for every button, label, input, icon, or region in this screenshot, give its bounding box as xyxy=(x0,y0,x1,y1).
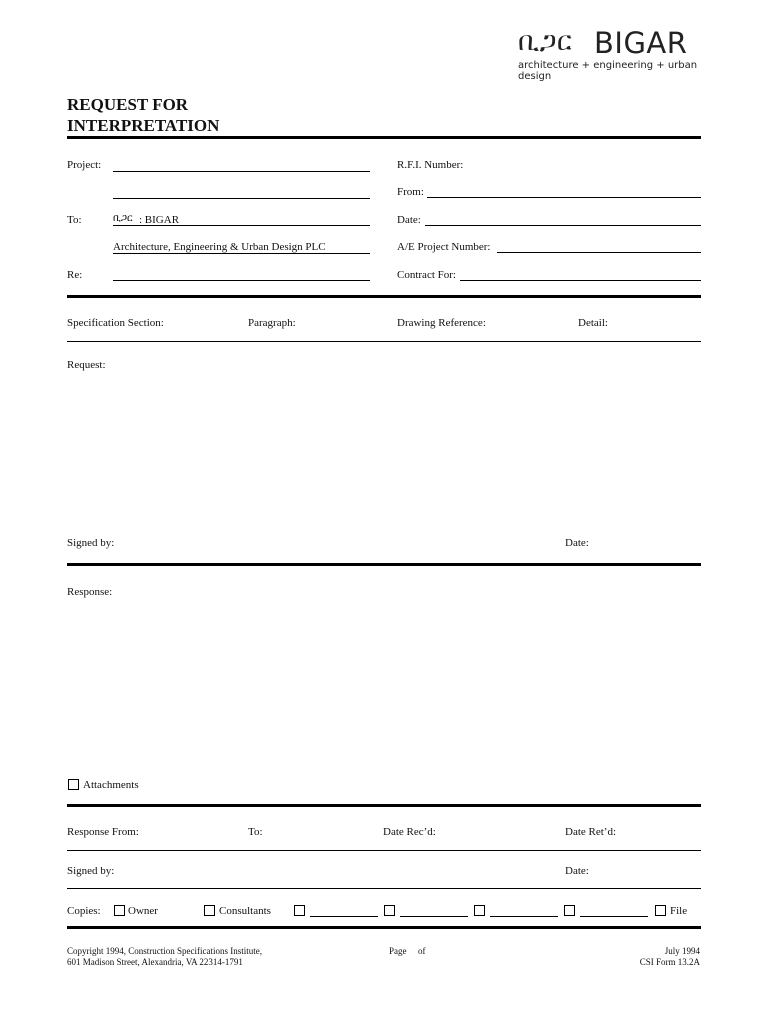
file-label: File xyxy=(670,905,688,917)
copies-label: Copies: xyxy=(67,905,101,917)
project-field-line2[interactable] xyxy=(113,198,370,199)
re-label: Re: xyxy=(67,269,83,281)
ae-project-number-label: A/E Project Number: xyxy=(397,241,491,253)
date-field-line[interactable] xyxy=(425,225,701,226)
logo-glyph: ቢጋር xyxy=(518,26,573,57)
owner-label: Owner xyxy=(128,905,158,917)
attachments-label: Attachments xyxy=(83,779,139,791)
footer-copyright xyxy=(67,946,262,968)
company-logo xyxy=(518,26,721,82)
copy-other-checkbox-3[interactable] xyxy=(474,905,485,916)
attachments-checkbox[interactable] xyxy=(68,779,79,790)
request-text-area[interactable] xyxy=(67,375,701,530)
date-label: Date: xyxy=(397,214,421,226)
form-title-line1: REQUEST FOR xyxy=(67,95,189,114)
date-recd-label: Date Rec’d: xyxy=(383,826,436,838)
re-field-line[interactable] xyxy=(113,280,370,281)
to-field-line1[interactable] xyxy=(113,225,370,226)
project-label: Project: xyxy=(67,159,102,171)
response-to-label: To: xyxy=(248,826,263,838)
project-field-line1[interactable] xyxy=(113,171,370,172)
copy-other-line-1[interactable] xyxy=(310,916,378,917)
copy-other-line-3[interactable] xyxy=(490,916,558,917)
to-value-name: : BIGAR xyxy=(139,214,180,226)
rfi-number-label: R.F.I. Number: xyxy=(397,159,464,171)
footer-copyright-line2: 601 Madison Street, Alexandria, VA 22314-1791 xyxy=(67,957,243,967)
response-date-label: Date: xyxy=(565,865,589,877)
paragraph-label: Paragraph: xyxy=(248,317,296,329)
drawing-reference-label: Drawing Reference: xyxy=(397,317,486,329)
logo-brand-name: BIGAR xyxy=(594,26,688,60)
copy-other-checkbox-4[interactable] xyxy=(564,905,575,916)
reference-rule xyxy=(67,341,701,342)
ae-project-number-field-line[interactable] xyxy=(497,252,701,253)
footer-form-number: CSI Form 13.2A xyxy=(639,957,700,967)
contract-for-label: Contract For: xyxy=(397,269,456,281)
signed-rule xyxy=(67,888,701,889)
response-text-area[interactable] xyxy=(67,602,701,772)
owner-checkbox[interactable] xyxy=(114,905,125,916)
date-retd-label: Date Ret’d: xyxy=(565,826,617,838)
response-label: Response: xyxy=(67,586,113,598)
response-from-rule xyxy=(67,850,701,851)
copy-other-line-2[interactable] xyxy=(400,916,468,917)
copies-rule xyxy=(67,926,701,929)
specification-section-label: Specification Section: xyxy=(67,317,164,329)
request-date-label: Date: xyxy=(565,537,589,549)
form-title-line2: INTERPRETATION xyxy=(67,116,220,135)
contract-for-field-line[interactable] xyxy=(460,280,701,281)
response-from-label: Response From: xyxy=(67,826,139,838)
copy-other-checkbox-2[interactable] xyxy=(384,905,395,916)
form-title xyxy=(67,94,219,136)
to-company: Architecture, Engineering & Urban Design PLC xyxy=(113,241,326,253)
response-signed-by-label: Signed by: xyxy=(67,865,115,877)
file-checkbox[interactable] xyxy=(655,905,666,916)
consultants-checkbox[interactable] xyxy=(204,905,215,916)
detail-label: Detail: xyxy=(578,317,608,329)
copy-other-checkbox-1[interactable] xyxy=(294,905,305,916)
to-value-glyph: ቢጋር xyxy=(113,213,133,224)
footer-of-label: of xyxy=(418,946,426,956)
to-label: To: xyxy=(67,214,82,226)
footer-date: July 1994 xyxy=(664,946,700,956)
copy-other-line-4[interactable] xyxy=(580,916,648,917)
header-rule xyxy=(67,295,701,298)
request-signed-by-label: Signed by: xyxy=(67,537,115,549)
to-field-line2[interactable] xyxy=(113,253,370,254)
footer-form-info xyxy=(560,946,700,968)
from-field-line[interactable] xyxy=(427,197,701,198)
response-rule xyxy=(67,804,701,807)
consultants-label: Consultants xyxy=(219,905,271,917)
from-label: From: xyxy=(397,186,424,198)
title-rule xyxy=(67,136,701,139)
footer-page-label: Page xyxy=(389,946,407,956)
footer-copyright-line1: Copyright 1994, Construction Specifications Institute, xyxy=(67,946,262,956)
request-label: Request: xyxy=(67,359,106,371)
logo-tagline: architecture + engineering + urban design xyxy=(518,60,698,82)
request-rule xyxy=(67,563,701,566)
